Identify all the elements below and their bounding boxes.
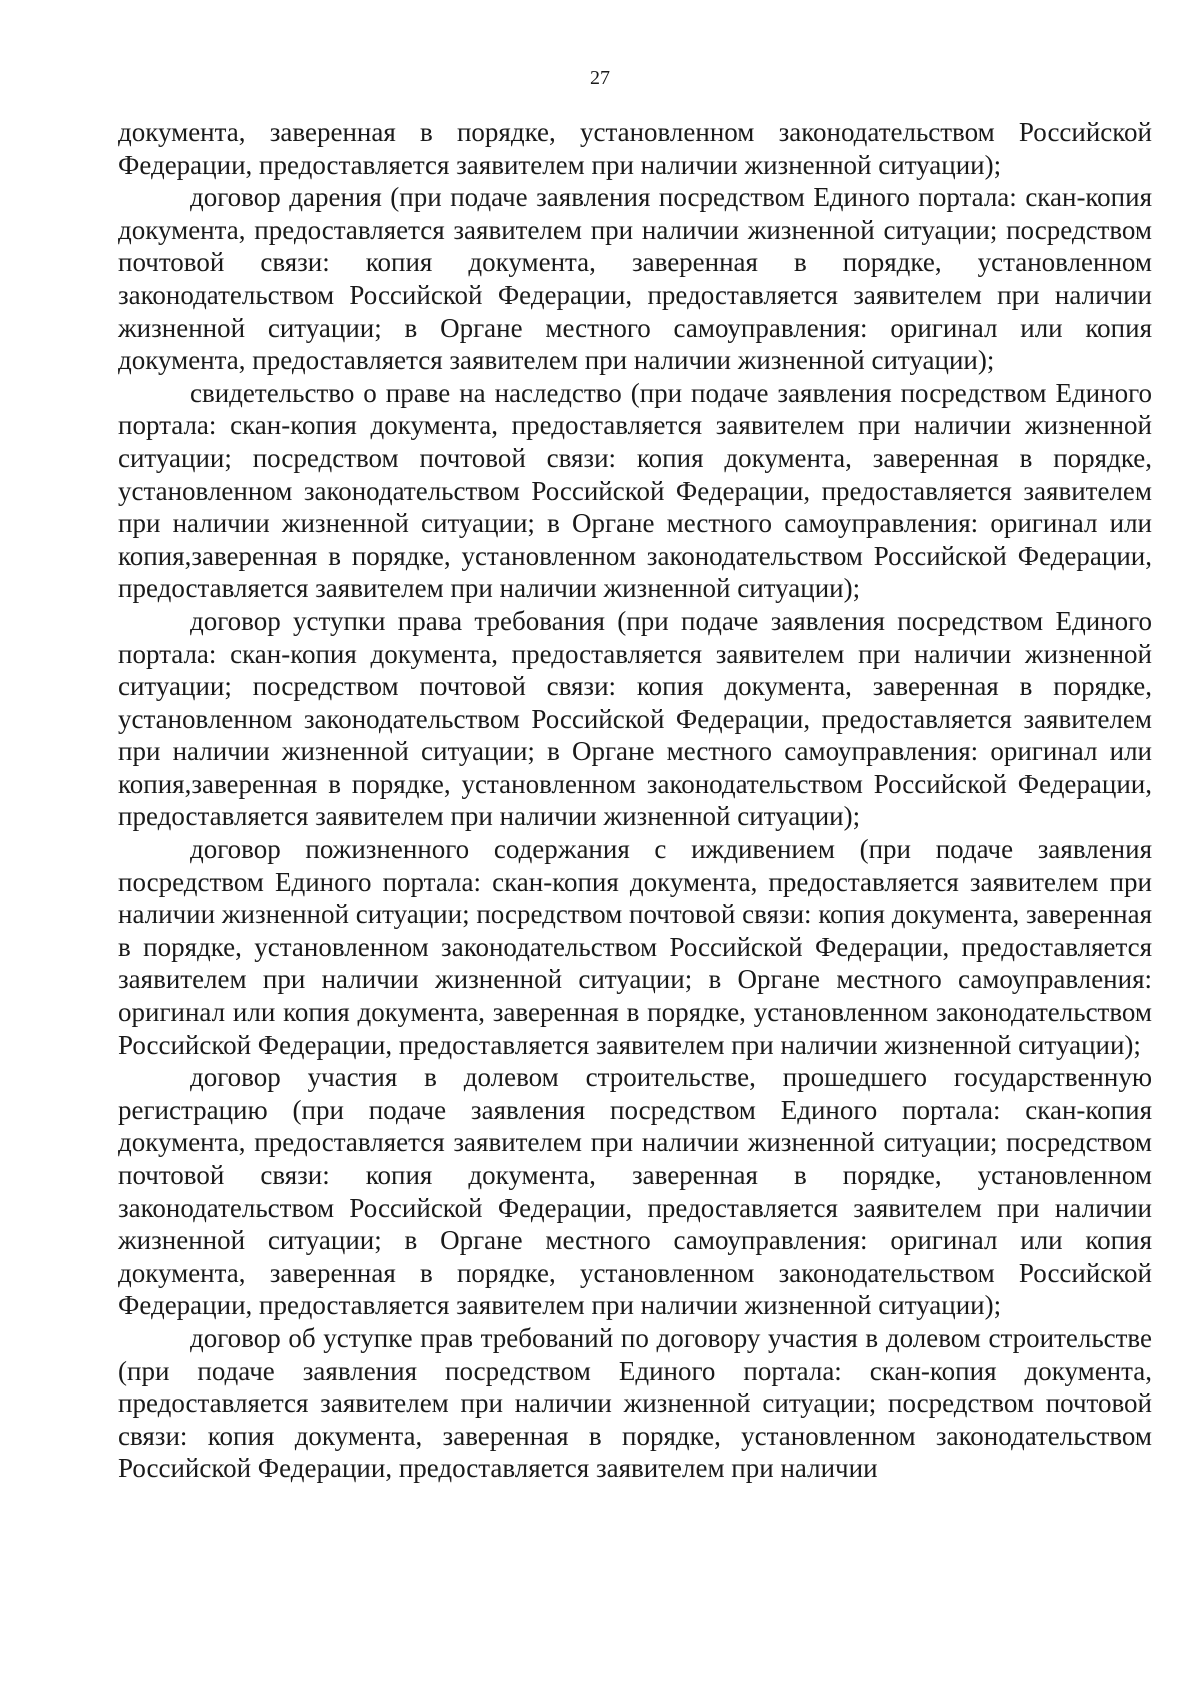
paragraph-life-annuity-agreement: договор пожизненного содержания с иждивением (при подаче заявления посредством Единого портала: скан-копия документа, предоставляется заявителем при наличии жизненной ситуации; посредством почтовой связи: копия документа, заверенная в порядке, установленном законодательством Российской Федерации, предоставляется заявителем при наличии жизненной ситуации; в Органе местного самоуправления: оригинал или копия документа, заверенная в порядке, установленном законодательством Российской Федерации, предоставляется заявителем при наличии жизненной ситуации);: [118, 834, 1152, 1060]
paragraph-shared-construction-assignment: договор об уступке прав требований по договору участия в долевом строительстве (при подаче заявления посредством Единого портала: скан-копия документа, предоставляется заявителем при наличии жизненной ситуации; посредством почтовой связи: копия документа, заверенная в порядке, установленном законодательством Российской Федерации, предоставляется заявителем при наличии: [118, 1322, 1152, 1484]
paragraph-shared-construction-agreement: договор участия в долевом строительстве, прошедшего государственную регистрацию (при подаче заявления посредством Единого портала: скан-копия документа, предоставляется заявителем при наличии жизненной ситуации; посредством почтовой связи: копия документа, заверенная в порядке, установленном законодательством Российской Федерации, предоставляется заявителем при наличии жизненной ситуации; в Органе местного самоуправления: оригинал или копия документа, заверенная в порядке, установленном законодательством Российской Федерации, предоставляется заявителем при наличии жизненной ситуации);: [118, 1062, 1152, 1321]
paragraph-assignment-of-claim: договор уступки права требования (при подаче заявления посредством Единого портала: скан-копия документа, предоставляется заявителем при наличии жизненной ситуации; посредством почтовой связи: копия документа, заверенная в порядке, установленном законодательством Российской Федерации, предоставляется заявителем при наличии жизненной ситуации; в Органе местного самоуправления: оригинал или копия,заверенная в порядке, установленном законодательством Российской Федерации, предоставляется заявителем при наличии жизненной ситуации);: [118, 605, 1152, 832]
page-number: 27: [590, 67, 610, 89]
paragraph-gift-agreement: договор дарения (при подаче заявления посредством Единого портала: скан-копия документа, предоставляется заявителем при наличии жизненной ситуации; посредством почтовой связи: копия документа, заверенная в порядке, установленном законодательством Российской Федерации, предоставляется заявителем при наличии жизненной ситуации; в Органе местного самоуправления: оригинал или копия документа, предоставляется заявителем при наличии жизненной ситуации);: [118, 182, 1152, 376]
document-body: [118, 116, 1152, 1485]
paragraph-continuation: документа, заверенная в порядке, установленном законодательством Российской Федерации, предоставляется заявителем при наличии жизненной ситуации);: [118, 117, 1152, 180]
paragraph-inheritance-certificate: свидетельство о праве на наследство (при подаче заявления посредством Единого портала: скан-копия документа, предоставляется заявителем при наличии жизненной ситуации; посредством почтовой связи: копия документа, заверенная в порядке, установленном законодательством Российской Федерации, предоставляется заявителем при наличии жизненной ситуации; в Органе местного самоуправления: оригинал или копия,заверенная в порядке, установленном законодательством Российской Федерации, предоставляется заявителем при наличии жизненной ситуации);: [118, 377, 1152, 604]
